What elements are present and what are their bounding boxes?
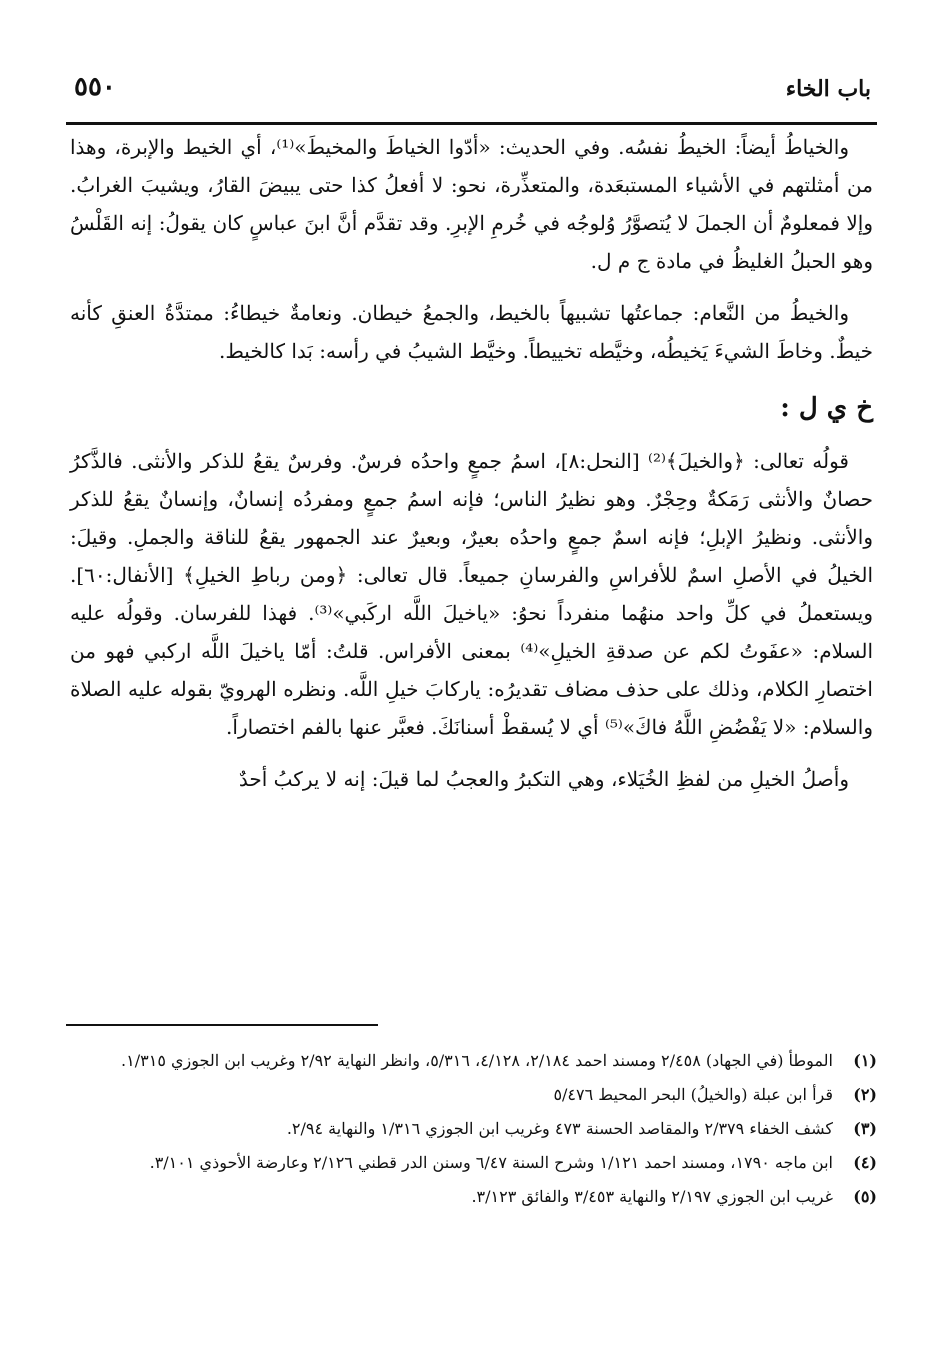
footnote-text: الموطأ (في الجهاد) ٢/٤٥٨ ومسند احمد ٢/١٨٤، ٤/١٢٨، ٥/٣١٦، وانظر النهاية ٢/٩٢ وغريب ابن الجوزي ١/٣١٥. [121, 1051, 833, 1070]
entry-heading: خ ي ل : [780, 393, 873, 423]
page-header [74, 72, 871, 110]
footnotes [60, 1046, 877, 1216]
footnote-text: قرأ ابن عبلة (والخيلُ) البحر المحيط ٥/٤٧٦ [553, 1085, 833, 1104]
paragraph: وأصلُ الخيلِ من لفظِ الخُيَلاء، وهي التكبرُ والعجبُ لما قيلَ: إنه لا يركبُ أحدٌ [238, 767, 849, 791]
footnote-number: (٣) [853, 1119, 877, 1138]
footnote-divider [66, 1024, 378, 1026]
footnote-text: ابن ماجه ١٧٩٠، ومسند احمد ١/١٢١ وشرح السنة ٦/٤٧ وسنن الدر قطني ٢/١٢٦ وعارضة الأحوذي ٣/١٠١. [149, 1153, 833, 1172]
footnote-number: (٢) [853, 1085, 877, 1104]
paragraph: والخياطُ أيضاً: الخيطُ نفسُه. وفي الحديث: «أدّوا الخياطَ والمخيطَ»⁽¹⁾، أي الخيط والإبرة، وهذا من أمثلتهم في الأشياء المستبعَدة، والمتعذِّرة، نحو: لا أفعلُ كذا حتى يبيضَ القارُ، ويشيبَ الغرابُ. وإلا فمعلومٌ أن الجملَ لا يُتصوَّرُ وُلوجُه في خُرمِ الإبرِ. وقد تقدَّم أنَّ ابنَ عباسٍ كان يقولُ: إنه القَلْسُ وهو الحبلُ الغليظُ في مادة ج م ل. [70, 135, 873, 273]
footnote [60, 1182, 877, 1212]
section-title: باب الخاء [785, 76, 871, 102]
footnote [60, 1148, 877, 1178]
footnote-text: كشف الخفاء ٢/٣٧٩ والمقاصد الحسنة ٤٧٣ وغريب ابن الجوزي ١/٣١٦ والنهاية ٢/٩٤. [286, 1119, 833, 1138]
footnote-number: (٤) [853, 1153, 877, 1172]
main-text [70, 128, 873, 798]
footnote-text: غريب ابن الجوزي ٢/١٩٧ والنهاية ٣/٤٥٣ والفائق ٣/١٢٣. [471, 1187, 833, 1206]
footnote-number: (١) [853, 1051, 877, 1070]
footnote [60, 1114, 877, 1144]
header-divider [66, 122, 877, 125]
page-number: ٥٥٠ [74, 72, 116, 102]
footnote [60, 1080, 877, 1110]
paragraph: قولُه تعالى: ﴿والخيلَ﴾⁽²⁾ [النحل:٨]، اسمُ جمعٍ واحدُه فرسٌ. وفرسٌ يقعُ للذكر والأنثى. فالذَّكرُ حصانٌ والأنثى رَمَكةٌ وحِجْرٌ. وهو نظيرُ الناس؛ فإنه اسمُ جمعٍ ومفردُه إنسانٌ، وإنسانٌ يقعُ للذكر والأنثى. ونظيرُ الإبلِ؛ فإنه اسمٌ جمعٍ واحدُه بعيرٌ، وبعيرٌ عند الجمهور يقعُ للناقة والجملِ. وقيلَ: الخيلُ في الأصلِ اسمٌ للأفراسِ والفرسانِ جميعاً. قال تعالى: ﴿ومن رباطِ الخيلِ﴾ [الأنفال:٦٠]. ويستعملُ في كلِّ واحد منهُما منفرداً نحوُ: «ياخيلَ اللَّه اركَبي»⁽³⁾. فهذا للفرسان. وقولُه عليه السلام: «عفَوتُ لكم عن صدقةِ الخيلِ»⁽⁴⁾ بمعنى الأفراس. قلتُ: أمّا ياخيلَ اللَّه اركبي فهو من اختصارِ الكلام، وذلك على حذف مضاف تقديرُه: ياركابَ خيلِ اللَّه. ونظره الهرويّ بقوله عليه الصلاة والسلام: «لا يَفْضُضِ اللَّهُ فاكَ»⁽⁵⁾ أي لا يُسقطْ أسنانَكَ. فعبَّر عنها بالفم اختصاراً. [70, 449, 874, 739]
paragraph: والخيطُ من النَّعام: جماعتُها تشبيهاً بالخيط، والجمعُ خيطان. ونعامةٌ خيطاءُ: ممتدَّةُ العنقِ كأنه خيطٌ. وخاطَ الشيءَ يَخيطُه، وخيَّطه تخييطاً. وخيَّط الشيبُ في رأسه: بَدا كالخيط. [70, 301, 873, 363]
footnote [60, 1046, 877, 1076]
footnote-number: (٥) [853, 1187, 877, 1206]
